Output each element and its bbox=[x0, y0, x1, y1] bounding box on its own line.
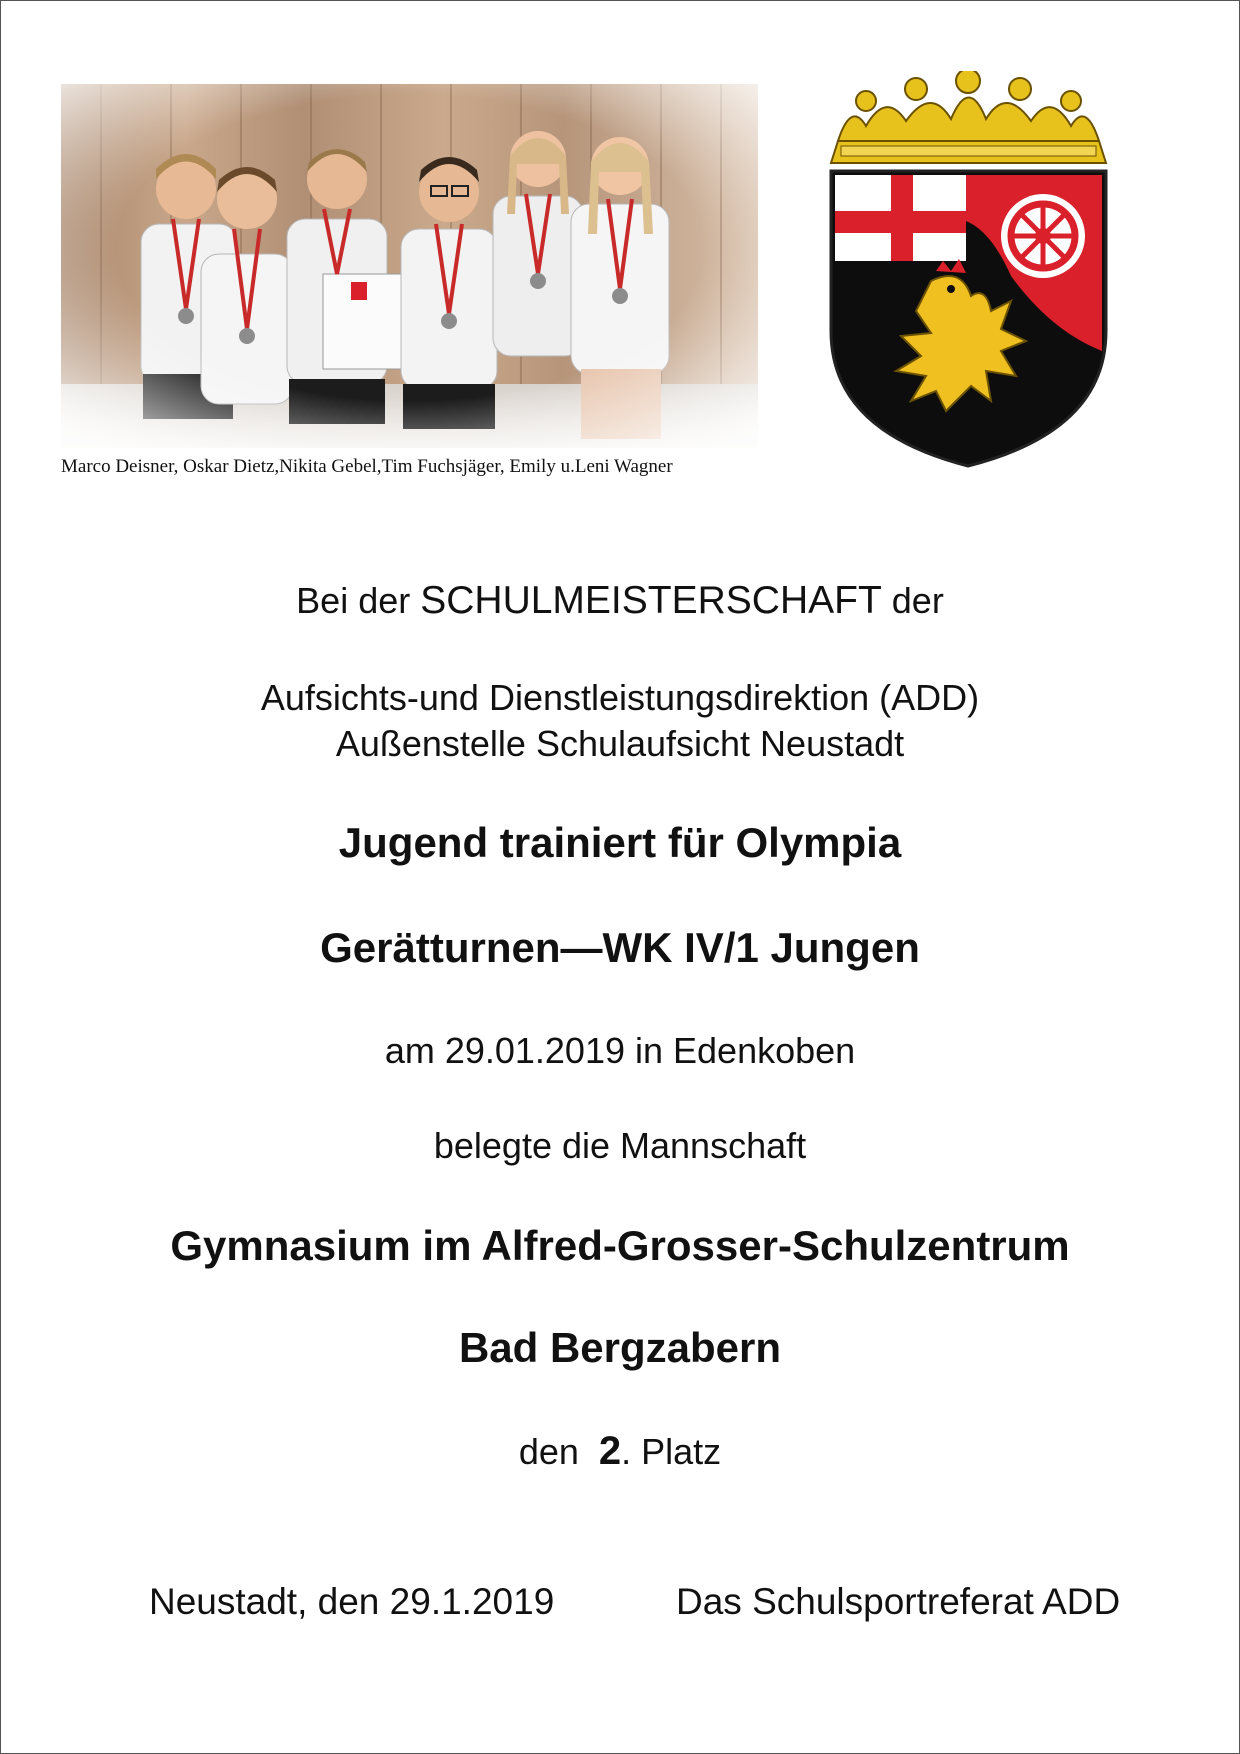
intro-prefix: Bei der bbox=[296, 580, 421, 621]
placement-suffix: . Platz bbox=[621, 1431, 722, 1472]
intro-line bbox=[1, 579, 1239, 623]
issuer-signature: Das Schulsportreferat ADD bbox=[676, 1581, 1121, 1622]
authority-name: Aufsichts-und Dienstleistungsdirektion (ADD) bbox=[260, 677, 980, 718]
championship-title: SCHULMEISTERSCHAFT bbox=[420, 579, 882, 622]
school-name: Gymnasium im Alfred-Grosser-Schulzentrum bbox=[170, 1222, 1070, 1269]
team-intro: belegte die Mannschaft bbox=[433, 1125, 807, 1166]
placement-number: 2 bbox=[598, 1429, 622, 1473]
placement-line bbox=[1, 1429, 1239, 1474]
date-location: am 29.01.2019 in Edenkoben bbox=[384, 1030, 856, 1071]
competition-name: Jugend trainiert für Olympia bbox=[338, 819, 902, 866]
placement-prefix: den bbox=[518, 1431, 599, 1472]
team-photo bbox=[61, 84, 758, 448]
discipline: Gerätturnen—WK IV/1 Jungen bbox=[320, 924, 920, 971]
shield-icon bbox=[831, 171, 1106, 466]
crown-icon bbox=[831, 71, 1106, 163]
photo-caption: Marco Deisner, Oskar Dietz,Nikita Gebel,Tim Fuchsjäger, Emily u.Leni Wagner bbox=[61, 456, 673, 477]
school-town: Bad Bergzabern bbox=[458, 1324, 782, 1371]
intro-suffix: der bbox=[881, 580, 944, 621]
rheinland-pfalz-coat-of-arms-icon bbox=[811, 71, 1126, 471]
authority-branch: Außenstelle Schulaufsicht Neustadt bbox=[335, 723, 905, 764]
team-photo-illustration bbox=[61, 84, 758, 448]
place-and-date: Neustadt, den 29.1.2019 bbox=[149, 1581, 555, 1622]
